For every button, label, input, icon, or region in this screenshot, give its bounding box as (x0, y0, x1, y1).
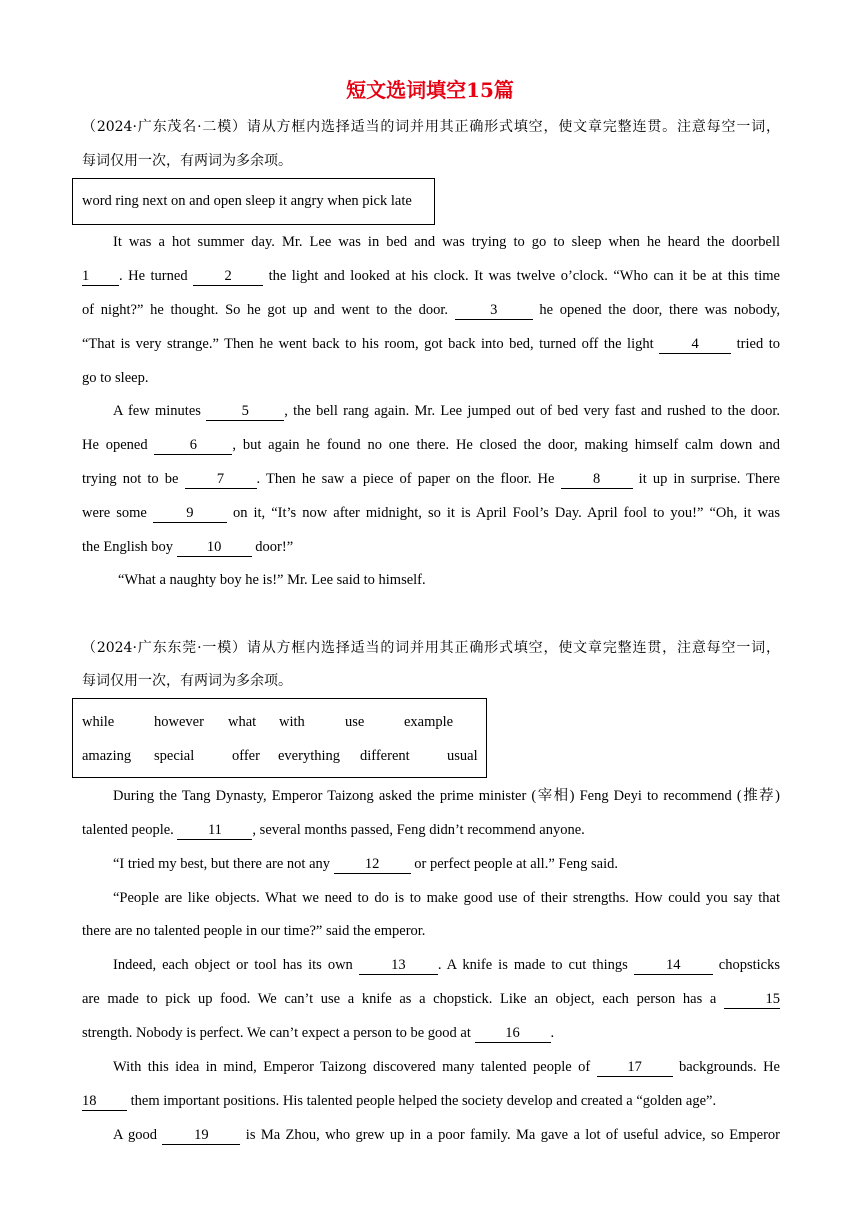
s1-p1-line1: It was a hot summer day. Mr. Lee was in bed and was trying to go to sleep when he heard the doorbell (113, 234, 780, 250)
blank-14[interactable]: 14 (634, 957, 713, 975)
word-box-word: with (279, 714, 305, 730)
blank-5[interactable]: 5 (206, 403, 284, 421)
word-box-2 (72, 698, 487, 778)
blank-12[interactable]: 12 (334, 856, 411, 874)
s2-p1-line2: talented people. 11 , several months passed, Feng didn’t recommend anyone. (82, 822, 585, 838)
s1-p3-line1: “What a naughty boy he is!” Mr. Lee said to himself. (118, 572, 426, 588)
blank-19[interactable]: 19 (162, 1127, 240, 1145)
s2-p1-line1: During the Tang Dynasty, Emperor Taizong asked the prime minister (宰相) Feng Deyi to recommend (推荐) (113, 788, 780, 804)
s1-p1-line5: go to sleep. (82, 370, 149, 386)
s2-p2-line1: “I tried my best, but there are not any 12 or perfect people at all.” Feng said. (113, 856, 619, 872)
blank-7[interactable]: 7 (185, 471, 257, 489)
s2-p4-line3: strength. Nobody is perfect. We can’t expect a person to be good at 16 . (82, 1025, 555, 1041)
word-box-word: special (154, 748, 195, 764)
s2-p4-line2: are made to pick up food. We can’t use a knife as a chopstick. Like an object, each person has a 15 (82, 991, 780, 1007)
word-box-1 (72, 178, 435, 225)
word-box-word: different (360, 748, 410, 764)
s1-p1-line4: “That is very strange.” Then he went back to his room, got back into bed, turned off the light 4 tried to (82, 336, 780, 352)
s1-p2-line4: were some 9 on it, “It’s now after midnight, so it is April Fool’s Day. April fool to you!” “Oh, it was (82, 505, 780, 521)
word-box-word: however (154, 714, 204, 730)
section2-instruction-line1: （2024·广东东莞·一模）请从方框内选择适当的词并用其正确形式填空，使文章完整连贯，注意每空一词， (82, 640, 780, 656)
section1-instruction-line1: （2024·广东茂名·二模）请从方框内选择适当的词并用其正确形式填空，使文章完整连贯。注意每空一词， (82, 119, 780, 135)
word-box-word: use (345, 714, 365, 730)
blank-11[interactable]: 11 (177, 822, 252, 840)
word-box-word: what (228, 714, 257, 730)
word-box-1-text: word ring next on and open sleep it angry when pick late (82, 193, 412, 209)
s1-p1-line3: of night?” he thought. So he got up and went to the door. 3 he opened the door, there was nobody, (82, 302, 781, 318)
section1-instruction-line2: 每词仅用一次，有两词为多余项。 (82, 153, 292, 169)
word-box-word: while (82, 714, 115, 730)
section2-instruction-line2: 每词仅用一次，有两词为多余项。 (82, 673, 292, 689)
word-box-word: offer (232, 748, 260, 764)
s1-p2-line1: A few minutes 5 , the bell rang again. Mr. Lee jumped out of bed very fast and rushed to the door. (113, 403, 781, 419)
s2-p5-line2: 18 them important positions. His talented people helped the society develop and created a “golden age”. (82, 1093, 717, 1109)
s2-p4-line1: Indeed, each object or tool has its own 13 . A knife is made to cut things 14 chopsticks (113, 957, 780, 973)
word-box-word: amazing (82, 748, 132, 764)
blank-4[interactable]: 4 (659, 336, 731, 354)
page-title: 短文选词填空15篇 (346, 78, 514, 102)
s1-p2-line3: trying not to be 7 . Then he saw a piece of paper on the floor. He 8 it up in surprise. There (82, 471, 780, 487)
blank-17[interactable]: 17 (597, 1059, 673, 1077)
blank-13[interactable]: 13 (359, 957, 438, 975)
s2-p6-line1: A good 19 is Ma Zhou, who grew up in a poor family. Ma gave a lot of useful advice, so Emperor (113, 1127, 781, 1143)
s2-p3-line1: “People are like objects. What we need to do is to make good use of their strengths. How could you say that (113, 890, 780, 906)
blank-2[interactable]: 2 (193, 268, 263, 286)
s1-p2-line2: He opened 6 , but again he found no one there. He closed the door, making himself calm down and (82, 437, 780, 453)
blank-10[interactable]: 10 (177, 539, 252, 557)
blank-9[interactable]: 9 (153, 505, 227, 523)
blank-18[interactable]: 18 (82, 1093, 127, 1111)
word-box-word: everything (278, 748, 341, 764)
blank-8[interactable]: 8 (561, 471, 633, 489)
blank-1[interactable]: 1 (82, 268, 119, 286)
s2-p3-line2: there are no talented people in our time?” said the emperor. (82, 923, 426, 939)
s1-p2-line5: the English boy 10 door!” (82, 539, 294, 555)
blank-16[interactable]: 16 (475, 1025, 551, 1043)
word-box-word: usual (447, 748, 478, 764)
blank-6[interactable]: 6 (154, 437, 232, 455)
blank-3[interactable]: 3 (455, 302, 533, 320)
blank-15[interactable]: 15 (724, 991, 780, 1009)
s1-p1-line2: 1 . He turned 2 the light and looked at his clock. It was twelve o’clock. “Who can it be at this time (82, 268, 780, 284)
word-box-word: example (404, 714, 454, 730)
s2-p5-line1: With this idea in mind, Emperor Taizong discovered many talented people of 17 backgrounds. He (113, 1059, 780, 1075)
